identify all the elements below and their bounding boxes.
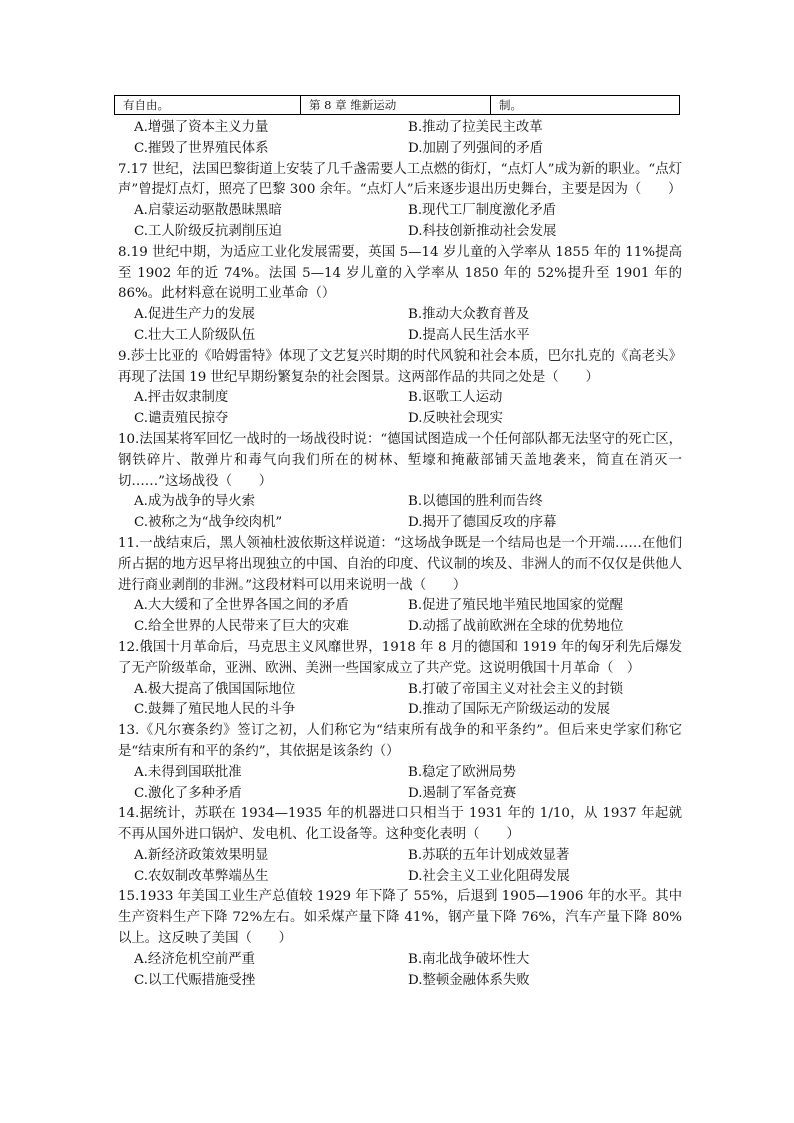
option-a: A.新经济政策效果明显: [134, 847, 269, 863]
option-a: A.启蒙运动驱散愚昧黑暗: [134, 203, 282, 219]
option-c: C.壮大工人阶级队伍: [134, 327, 256, 343]
question-12: [118, 638, 682, 721]
option-d: D.推动了国际无产阶级运动的发展: [408, 702, 610, 718]
option-a: A.成为战争的导火索: [134, 494, 256, 510]
options: [118, 680, 682, 722]
option-b: B.促进了殖民地半殖民地国家的觉醒: [408, 598, 623, 614]
option-b: B.讴歌工人运动: [408, 390, 503, 406]
option-b: B.推动了拉美民主改革: [408, 120, 543, 135]
question-stem: 12.俄国十月革命后，马克思主义风靡世界，1918 年 8 月的德国和 1919 年的匈牙利先后爆发了无产阶级革命，亚洲、欧洲、美洲一些国家成立了共产党。这说明俄国十月革命（ ）: [118, 639, 682, 676]
option-d: D.反映社会现实: [408, 411, 503, 427]
question-stem: 9.莎士比亚的《哈姆雷特》体现了文艺复兴时期的时代风貌和社会本质，巴尔扎克的《高老头》再现了法国 19 世纪早期纷繁复杂的社会图景。这两部作品的共同之处是（ ）: [118, 348, 682, 385]
question-stem: 10.法国某将军回忆一战时的一场战役时说：“德国试图造成一个任何部队都无法坚守的死亡区，钢铁碎片、散弹片和毒气向我们所在的树林、堑壕和掩蔽部铺天盖地袭来，简直在消灭一切……”这场战役（ ）: [118, 431, 682, 489]
options: [118, 950, 682, 992]
option-a: A.极大提高了俄国国际地位: [134, 681, 296, 697]
header-cell-1: 有自由。: [115, 96, 301, 114]
question-stem: 8.19 世纪中期，为适应工业化发展需要，英国 5—14 岁儿童的入学率从 1855 年的 11%提高至 1902 年的近 74%。法国 5—14 岁儿童的入学率从 1850 年的 52%提升至 1901 年的 86%。此材料意在说明工业革命（）: [118, 244, 682, 302]
option-a: A.大大缓和了全世界各国之间的矛盾: [134, 598, 349, 614]
option-a: A.抨击奴隶制度: [134, 390, 229, 406]
options: [118, 118, 682, 160]
option-c: C.激化了多种矛盾: [134, 785, 242, 801]
option-d: D.揭开了德国反攻的序幕: [408, 515, 557, 531]
option-a: A.经济危机空前严重: [134, 951, 256, 967]
question-8: [118, 243, 682, 347]
options: [118, 305, 682, 347]
question-stem: 11.一战结束后，黑人领袖杜波依斯这样说道：“这场战争既是一个结局也是一个开端……在他们所占据的地方迟早将出现独立的中国、自治的印度、代议制的埃及、非洲人的而不仅仅是供他人进行商业剥削的非洲。”这段材料可以用来说明一战（ ）: [118, 535, 682, 593]
option-b: B.现代工厂制度激化矛盾: [408, 203, 557, 219]
question-stem: 13.《凡尔赛条约》签订之初，人们称它为“结束所有战争的和平条约”。但后来史学家们称它是“结束所有和平的条约”，其依据是该条约（）: [118, 723, 682, 759]
option-d: D.动摇了战前欧洲在全球的优势地位: [408, 619, 624, 635]
option-b: B.南北战争破坏性大: [408, 951, 530, 967]
options: [118, 492, 682, 534]
option-c: C.被称之为“战争绞肉机”: [134, 515, 283, 531]
question-13: [118, 721, 682, 804]
option-c: C.鼓舞了殖民地人民的斗争: [134, 702, 296, 718]
question-10: [118, 430, 682, 534]
options: [118, 846, 682, 888]
option-c: C.农奴制改革弊端丛生: [134, 868, 269, 884]
option-a: A.增强了资本主义力量: [134, 120, 269, 135]
options: [118, 201, 682, 243]
option-c: C.摧毁了世界殖民体系: [134, 140, 269, 156]
option-d: D.科技创新推动社会发展: [408, 223, 557, 239]
option-a: A.未得到国联批准: [134, 764, 242, 780]
header-cell-3: 制。: [499, 98, 522, 112]
option-d: D.社会主义工业化阻碍发展: [408, 868, 570, 884]
question-15: [118, 887, 682, 991]
options: [118, 763, 682, 805]
option-b: B.以德国的胜利而告终: [408, 494, 543, 510]
question-list: [118, 118, 682, 991]
question-6-tail: [118, 118, 682, 160]
option-d: D.提高人民生活水平: [408, 327, 530, 343]
option-d: D.加剧了列强间的矛盾: [408, 140, 544, 156]
option-c: C.以工代赈措施受挫: [134, 972, 256, 988]
options: [118, 388, 682, 430]
option-d: D.遏制了军备竞赛: [408, 785, 517, 801]
options: [118, 596, 682, 638]
option-c: C.工人阶级反抗剥削压迫: [134, 223, 282, 239]
question-9: [118, 347, 682, 430]
option-b: B.打破了帝国主义对社会主义的封锁: [408, 681, 623, 697]
header-table: [114, 95, 680, 115]
option-b: B.苏联的五年计划成效显著: [408, 847, 570, 863]
question-stem: 14.据统计，苏联在 1934—1935 年的机器进口只相当于 1931 年的 1/10，从 1937 年起就不再从国外进口锅炉、发电机、化工设备等。这种变化表明（ ）: [118, 806, 682, 843]
option-a: A.促进生产力的发展: [134, 307, 256, 323]
question-stem: 15.1933 年美国工业生产总值较 1929 年下降了 55%，后退到 1905—1906 年的水平。其中生产资料生产下降 72%左右。如采煤产量下降 41%，钢产量下降 76%，汽车产量下降 80%以上。这反映了美国（ ）: [118, 889, 682, 947]
option-b: B.稳定了欧洲局势: [408, 764, 516, 780]
option-b: B.推动大众教育普及: [408, 307, 530, 323]
header-cell-2: 第 8 章 维新运动: [301, 96, 491, 114]
option-d: D.整顿金融体系失败: [408, 972, 530, 988]
option-c: C.谴责殖民掠夺: [134, 411, 229, 427]
question-stem: 7.17 世纪，法国巴黎街道上安装了几千盏需要人工点燃的街灯，“点灯人”成为新的职业。“点灯声”曾提灯点灯，照亮了巴黎 300 余年。“点灯人”后来逐步退出历史舞台，主要是因为（ ）: [118, 161, 682, 198]
question-7: [118, 160, 682, 243]
question-14: [118, 804, 682, 887]
option-c: C.给全世界的人民带来了巨大的灾难: [134, 619, 349, 635]
question-11: [118, 534, 682, 638]
